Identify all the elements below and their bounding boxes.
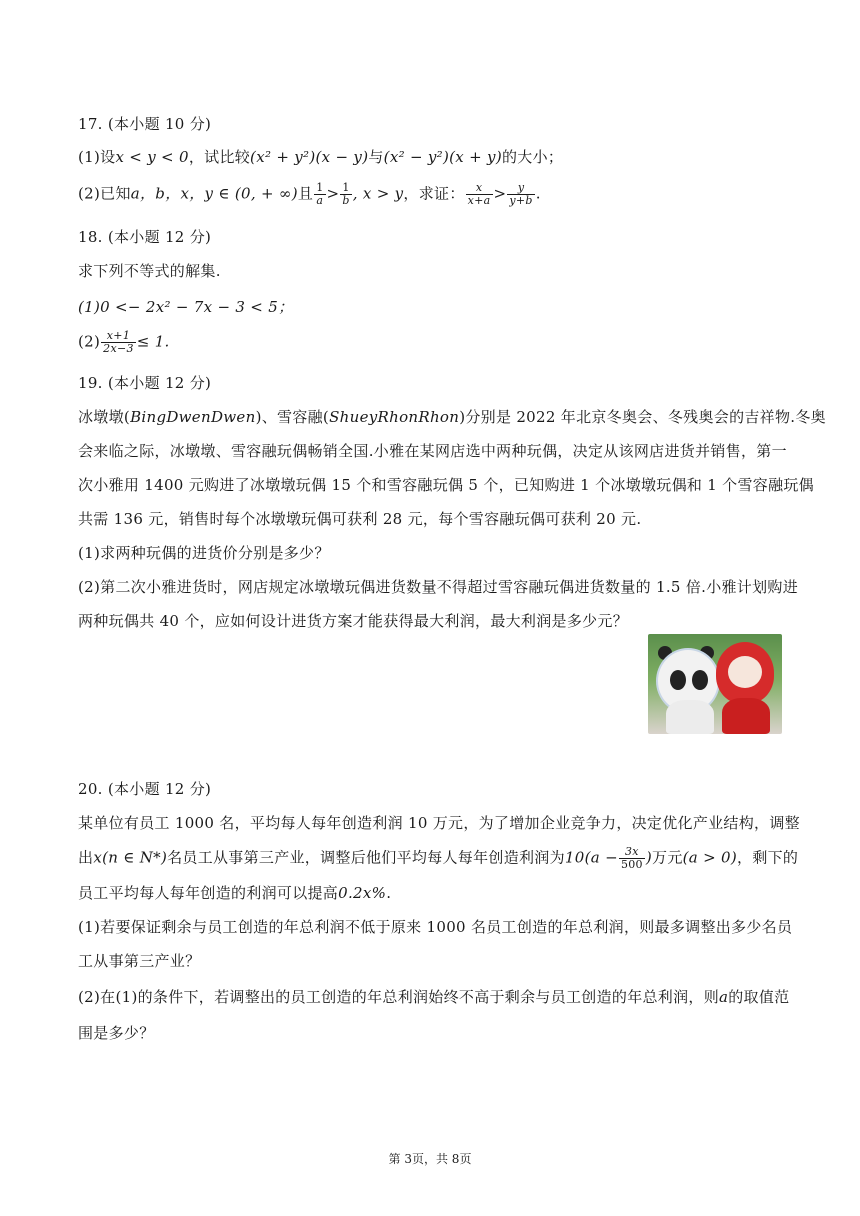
q17-p2-text-a: (2)已知 <box>78 184 131 203</box>
q20-part1-line1: (1)若要保证剩余与员工创造的年总利润不低于原来 1000 名员工创造的年总利润，则最多调整出多少名员 <box>78 918 793 936</box>
q18-part1: (1)0 <− 2x² − 7x − 3 < 5； <box>78 298 294 316</box>
q20-l2-b: 名员工从事第三产业，调整后他们平均每人每年创造利润为 <box>167 848 565 867</box>
q17-part2 <box>78 182 541 207</box>
q17-p2-vars: a，b，x，y ∈ (0, + ∞) <box>130 184 298 203</box>
frac-num: 3x <box>619 846 645 859</box>
q17-frac-1-over-b <box>340 182 351 207</box>
q20-p2-a: (2)在(1)的条件下，若调整出的员工创造的年总利润始终不高于剩余与员工创造的年总利润，则 <box>78 988 719 1006</box>
q20-header: 20. (本小题 12 分) <box>78 780 212 798</box>
frac-den: 2x−3 <box>103 342 134 355</box>
q17-p2-text-b: 且 <box>297 184 314 203</box>
q18-header: 18. (本小题 12 分) <box>78 228 212 246</box>
frac-num: y <box>507 182 534 195</box>
q17-header: 17. (本小题 10 分) <box>78 115 212 133</box>
q20-line1: 某单位有员工 1000 名，平均每人每年创造利润 10 万元，为了增加企业竞争力，决定优化产业结构，调整 <box>78 814 800 832</box>
q17-p1-text-b: ，试比较 <box>188 148 251 166</box>
q18-intro: 求下列不等式的解集. <box>78 262 221 280</box>
q19-header: 19. (本小题 12 分) <box>78 374 212 392</box>
q20-p2-var: a <box>719 988 729 1006</box>
q18-p2-rhs: ≤ 1. <box>136 332 170 351</box>
q18-p2-label: (2) <box>78 332 101 351</box>
frac-den: 500 <box>620 858 643 871</box>
q17-p1-expr2: (x² − y²)(x + y) <box>383 148 502 166</box>
q17-part1 <box>78 146 563 167</box>
q17-p1-text-d: 的大小； <box>501 148 564 166</box>
page-footer: 第 3页，共 8页 <box>388 1152 472 1166</box>
frac-den: a <box>316 194 324 207</box>
q19-part1: (1)求两种玩偶的进货价分别是多少？ <box>78 544 330 562</box>
q19-line4: 共需 136 元，销售时每个冰墩墩玩偶可获利 28 元，每个雪容融玩偶可获利 20 元. <box>78 510 642 528</box>
frac-den: b <box>342 194 350 207</box>
panda-eye <box>670 670 686 690</box>
q17-p1-text-c: 与 <box>368 148 384 166</box>
frac-num: x+1 <box>101 330 136 343</box>
q19-l1-bing: BingDwenDwen <box>130 408 256 426</box>
q17-p2-gt2: > <box>493 184 507 203</box>
q20-l3-pct: 0.2x% <box>338 884 387 902</box>
q19-line3: 次小雅用 1400 元购进了冰墩墩玩偶 15 个和雪容融玩偶 5 个，已知购进 1 个冰墩墩玩偶和 1 个雪容融玩偶 <box>78 476 814 494</box>
bing-dwen-dwen-body <box>666 700 714 734</box>
q20-line3 <box>78 882 391 903</box>
q20-l2-d: ，剩下的 <box>737 848 799 867</box>
q20-part2-line1 <box>78 986 789 1007</box>
q18-fraction <box>101 330 136 355</box>
q19-line1 <box>78 406 826 427</box>
frac-num: 1 <box>340 182 351 195</box>
q17-p2-text-d: ，求证： <box>403 184 465 203</box>
shuey-rhon-rhon-body <box>722 698 770 734</box>
mascot-photo <box>648 634 782 734</box>
q20-fraction <box>619 846 645 871</box>
q20-l2-cond: (a > 0) <box>682 848 738 867</box>
q17-p2-gt: > <box>326 184 340 203</box>
q20-l2-a: 出 <box>78 848 94 867</box>
frac-num: x <box>466 182 493 195</box>
q20-l3-a: 员工平均每人每年创造的利润可以提高 <box>78 884 339 902</box>
q17-p1-text-a: (1)设 <box>78 148 116 166</box>
q20-line2 <box>78 846 798 871</box>
q17-p1-cond: x < y < 0 <box>115 148 189 166</box>
q20-part1-line2: 工从事第三产业？ <box>78 952 201 970</box>
frac-num: 1 <box>316 181 324 194</box>
q17-p1-expr1: (x² + y²)(x − y) <box>250 148 369 166</box>
q20-p2-b: 的取值范 <box>728 988 790 1006</box>
q20-l3-b: . <box>386 884 392 902</box>
q19-l1-shuey: ShueyRhonRhon <box>329 408 460 426</box>
shuey-rhon-rhon-face <box>728 656 762 688</box>
q20-l2-expr-a: 10(a − <box>564 848 618 867</box>
q17-frac-1-over-a <box>314 182 325 207</box>
q19-line2: 会来临之际，冰墩墩、雪容融玩偶畅销全国.小雅在某网店选中两种玩偶，决定从该网店进货并销售，第一 <box>78 442 787 460</box>
q19-l1-a: 冰墩墩( <box>78 408 131 426</box>
q17-frac-y-over-yb <box>507 182 534 207</box>
q19-part2-line2: 两种玩偶共 40 个，应如何设计进货方案才能获得最大利润，最大利润是多少元？ <box>78 612 629 630</box>
q19-l1-c: )分别是 2022 年北京冬奥会、冬残奥会的吉祥物.冬奥 <box>459 408 826 426</box>
q20-l2-c: 万元 <box>652 848 683 867</box>
q17-p2-end: . <box>535 184 541 203</box>
q19-l1-b: )、雪容融( <box>255 408 330 426</box>
q17-frac-x-over-xa <box>466 182 493 207</box>
q20-part2-line2: 围是多少？ <box>78 1024 155 1042</box>
panda-eye <box>692 670 708 690</box>
q20-l2-x: x(n ∈ N*) <box>93 848 168 867</box>
frac-den: x+a <box>467 194 491 207</box>
q17-p2-cond: , x > y <box>352 184 404 203</box>
q20-l2-expr-b: ) <box>645 848 653 867</box>
q19-part2-line1: (2)第二次小雅进货时，网店规定冰墩墩玩偶进货数量不得超过雪容融玩偶进货数量的 1.5 倍.小雅计划购进 <box>78 578 799 596</box>
q18-part2 <box>78 330 170 355</box>
frac-den: y+b <box>509 194 533 207</box>
